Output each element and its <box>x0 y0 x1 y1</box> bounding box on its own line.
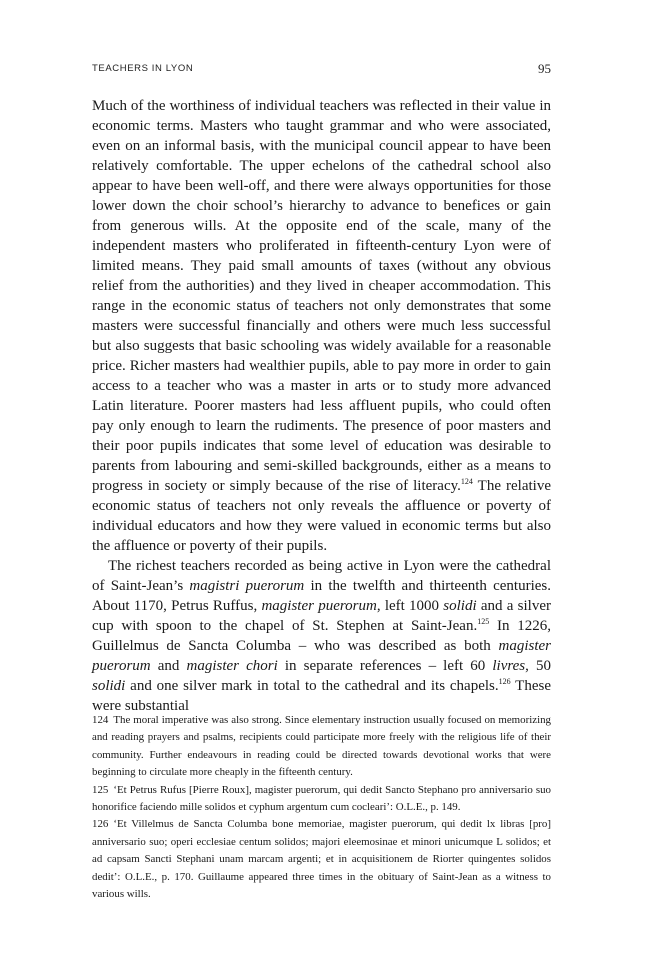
note-ref-124[interactable]: 124 <box>460 477 473 486</box>
paragraph-2-text: in the twelfth and thirteenth centuries. About 1170, Petrus Ruffus, <box>92 578 551 614</box>
note-ref-126[interactable]: 126 <box>498 677 511 686</box>
latin-term: magistri puerorum <box>189 578 305 594</box>
latin-term: solidi <box>92 678 126 694</box>
paragraph-1-text-b: The relative economic status of teachers not only reveals the affluence or poverty of individual educators and how they were valued in economic terms but also the affluence or poverty of their pupils. <box>92 478 551 554</box>
paragraph-2-text: In 1226, Guillelmus de Sancta Columba – who was described as both <box>92 618 552 654</box>
footnote <box>92 816 551 903</box>
latin-term: magister chori <box>186 658 278 674</box>
main-text <box>92 96 551 716</box>
paragraph-2-text: , 50 <box>525 658 551 674</box>
paragraph-1-text-a: Much of the worthiness of individual teachers was reflected in their value in economic terms. Masters who taught grammar and who were associated, even on an informal basis, with the municipal council appear to have been relatively comfortable. The upper echelons of the cathedral school also appear to have been well-off, and there were always opportunities for those lower down the choir school’s hierarchy to advance to benefices or gain from generous wills. At the opposite end of the scale, many of the independent masters who proliferated in fifteenth-century Lyon were of limited means. They paid small amounts of taxes (without any obvious relief from the authorities) and they lived in cheaper accommodation. This range in the economic status of teachers not only demonstrates that some masters were successful financially and others were much less successful but also suggests that basic schooling was widely available for a reasonable price. Richer masters had wealthier pupils, able to pay more in order to gain access to a teacher who was a master in arts or to study more advanced Latin literature. Poorer masters had less affluent pupils, who could often pay only enough to learn the rudiments. The presence of poor masters and their poor pupils indicates that some level of education was desirable to parents from labouring and semi-skilled backgrounds, either as a means to progress in society or simply because of the rise of literacy. <box>92 98 551 494</box>
paragraph-2-text: , left 1000 <box>376 598 444 614</box>
paragraph-2-text: in separate references – left 60 <box>277 658 493 674</box>
paragraph-2-text: and one silver mark in total to the cathedral and its chapels. <box>125 678 499 694</box>
footnote <box>92 782 551 817</box>
footnote-number: 126 <box>92 818 109 831</box>
paragraph-2-text: and a silver cup with spoon to the chapel of St. Stephen at Saint-Jean. <box>92 598 552 634</box>
latin-term: magister puerorum <box>92 638 551 674</box>
running-head: TEACHERS IN LYON <box>92 63 194 74</box>
footnote-text: The moral imperative was also strong. Since elementary instruction usually focused on memorizing and reading prayers and psalms, recipients could participate more freely with the religious life of their community. Further endeavours in reading could be directed towards devotional works that were beginning to circulate more cheaply in the fifteenth century. <box>92 714 551 779</box>
latin-term: solidi <box>443 598 477 614</box>
paragraph-2-text: and <box>150 658 187 674</box>
footnote-number: 124 <box>92 714 109 726</box>
latin-term: magister puerorum <box>261 598 377 614</box>
paragraph-2-text: These were substantial <box>92 678 552 714</box>
page-number: 95 <box>538 61 551 76</box>
paragraph-1 <box>92 96 551 556</box>
footnote-number: 125 <box>92 783 109 796</box>
paragraph-2-text: The richest teachers recorded as being active in Lyon were the cathedral of Saint-Jean’s <box>92 558 551 594</box>
paragraph-2 <box>92 556 551 716</box>
footnote <box>92 712 551 782</box>
footnote-text: ‘Et Petrus Rufus [Pierre Roux], magister puerorum, qui dedit Sancto Stephano pro anniversario suo honorifice faciendo mille solidos et cyphum argentum cum cocleari’: O.L.E., p. 149. <box>92 783 551 814</box>
latin-term: livres <box>492 658 526 674</box>
footnotes <box>92 712 551 903</box>
note-ref-125[interactable]: 125 <box>477 617 490 626</box>
footnote-text: ‘Et Villelmus de Sancta Columba bone memoriae, magister puerorum, qui dedit lx libras [pro] anniversario suo; operi ecclesiae centum solidos; majori eleemosinae et minori unicumque L solidos; et ad capsam Sancti Stephani unam marcam argenti; et in acquisitionem de Riorter quingentes solidos dedit’: O.L.E., p. 170. Guillaume appeared three times in the obituary of Saint-Jean as a witness to various wills. <box>92 818 551 901</box>
